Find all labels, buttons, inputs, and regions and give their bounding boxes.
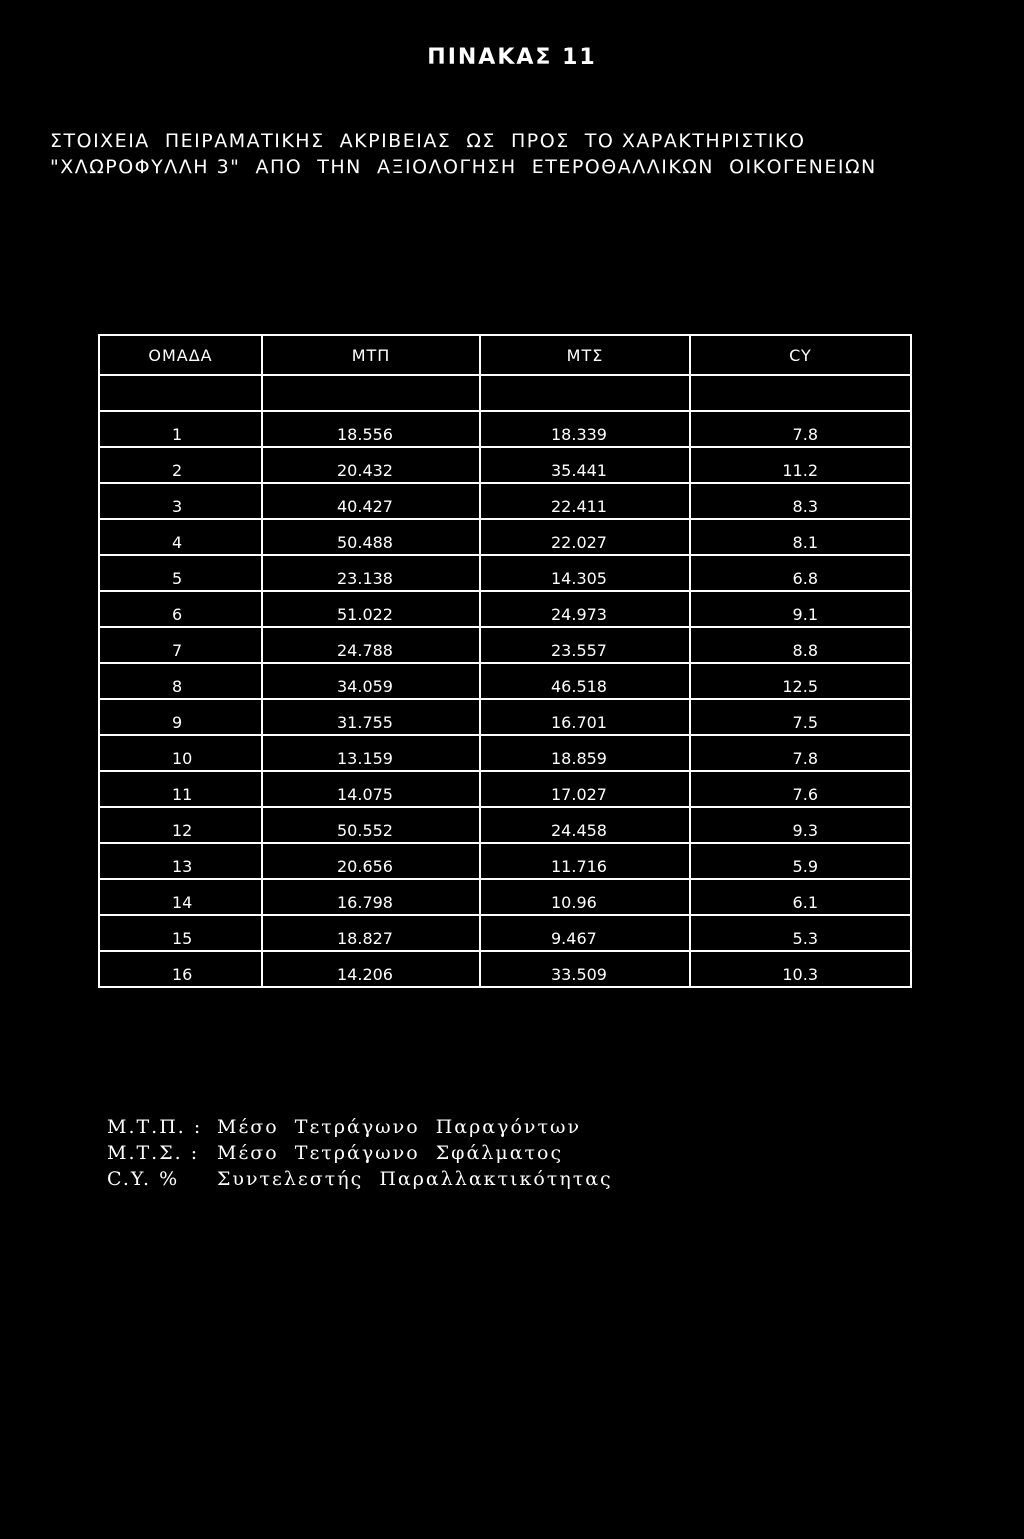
cell-value: 23.557 [551,641,607,660]
abbreviation-legend [107,1114,613,1192]
cell-cv [690,915,911,951]
table-row [99,591,911,627]
cell-mtp [262,591,480,627]
cell-group [99,627,262,663]
legend-abbreviation: Μ.Τ.Π. : [107,1116,203,1138]
cell-cv [690,807,911,843]
cell-group [99,807,262,843]
table-row [99,879,911,915]
cell-mtp [262,555,480,591]
cell-mts [480,411,690,447]
cell-group [99,951,262,987]
cell-value: 15 [172,929,193,948]
header-group: ΟΜΑΔΑ [99,335,262,375]
cell-mtp [262,915,480,951]
table-row [99,915,911,951]
cell-value: 14.305 [551,569,607,588]
cell-cv [690,843,911,879]
cell-mtp [262,519,480,555]
cell-mtp [262,663,480,699]
cell-mtp [262,879,480,915]
cell-mts [480,447,690,483]
cell-value: 6 [172,605,183,624]
cell-value: 11 [172,785,193,804]
table-row [99,663,911,699]
cell-value: 46.518 [551,677,607,696]
cell-mts [480,951,690,987]
table-row [99,735,911,771]
cell-value: 33.509 [551,965,607,984]
cell-mtp [262,735,480,771]
cell-value: 18.556 [337,425,393,444]
cell-value: 22.027 [551,533,607,552]
table-body [99,375,911,987]
spacer-cell [99,375,262,411]
legend-row [107,1140,613,1166]
cell-mts [480,915,690,951]
cell-value: 8.8 [792,641,818,660]
cell-mts [480,627,690,663]
cell-value: 7.6 [792,785,818,804]
table-row [99,627,911,663]
cell-cv [690,483,911,519]
cell-value: 20.432 [337,461,393,480]
cell-mtp [262,483,480,519]
cell-value: 7.5 [792,713,818,732]
legend-row [107,1114,613,1140]
legend-definition: Μέσο Τετράγωνο Σφάλματος [217,1142,564,1164]
cell-value: 31.755 [337,713,393,732]
cell-value: 9.3 [792,821,818,840]
cell-value: 10 [172,749,193,768]
cell-value: 5.9 [792,857,818,876]
cell-value: 9 [172,713,183,732]
table-row [99,555,911,591]
table-caption [50,128,990,180]
cell-cv [690,699,911,735]
cell-mtp [262,951,480,987]
cell-cv [690,519,911,555]
cell-cv [690,555,911,591]
cell-cv [690,951,911,987]
cell-value: 16 [172,965,193,984]
cell-group [99,591,262,627]
cell-mtp [262,699,480,735]
cell-value: 6.1 [792,893,818,912]
page-title: ΠΙΝΑΚΑΣ 11 [427,45,597,70]
cell-cv [690,735,911,771]
cell-group [99,519,262,555]
cell-cv [690,411,911,447]
data-table-container [98,334,910,988]
cell-cv [690,591,911,627]
table-row [99,951,911,987]
cell-value: 23.138 [337,569,393,588]
legend-abbreviation: C.Y. % [107,1168,180,1190]
cell-value: 8 [172,677,183,696]
spacer-cell [262,375,480,411]
cell-value: 12 [172,821,193,840]
table-row [99,807,911,843]
cell-value: 18.827 [337,929,393,948]
table-header-row [99,335,911,375]
cell-value: 6.8 [792,569,818,588]
cell-value: 7.8 [792,425,818,444]
spacer-cell [480,375,690,411]
table-row [99,519,911,555]
cell-group [99,447,262,483]
cell-mts [480,879,690,915]
cell-value: 8.3 [792,497,818,516]
cell-group [99,879,262,915]
cell-value: 14.075 [337,785,393,804]
cell-cv [690,879,911,915]
table-spacer-row [99,375,911,411]
cell-value: 24.973 [551,605,607,624]
header-mts: ΜΤΣ [480,335,690,375]
cell-value: 1 [172,425,183,444]
cell-value: 50.488 [337,533,393,552]
cell-group [99,555,262,591]
cell-group [99,483,262,519]
cell-value: 17.027 [551,785,607,804]
cell-value: 4 [172,533,183,552]
cell-value: 12.5 [782,677,818,696]
cell-group [99,699,262,735]
cell-value: 14.206 [337,965,393,984]
cell-group [99,843,262,879]
cell-value: 9.1 [792,605,818,624]
cell-cv [690,447,911,483]
cell-value: 13 [172,857,193,876]
caption-line-1: ΣΤΟΙΧΕΙΑ ΠΕΙΡΑΜΑΤΙΚΗΣ ΑΚΡΙΒΕΙΑΣ ΩΣ ΠΡΟΣ ΤΟ ΧΑΡΑΚΤΗΡΙΣΤΙΚΟ [50,130,806,152]
cell-mtp [262,447,480,483]
cell-value: 11.2 [782,461,818,480]
cell-mts [480,663,690,699]
cell-mtp [262,627,480,663]
cell-value: 7.8 [792,749,818,768]
legend-abbreviation: Μ.Τ.Σ. : [107,1142,200,1164]
cell-value: 34.059 [337,677,393,696]
cell-mts [480,519,690,555]
cell-cv [690,663,911,699]
cell-group [99,915,262,951]
table-row [99,447,911,483]
cell-mts [480,807,690,843]
cell-value: 10.96 [551,893,597,912]
cell-value: 20.656 [337,857,393,876]
cell-value: 5.3 [792,929,818,948]
header-cv: CY [690,335,911,375]
cell-value: 3 [172,497,183,516]
cell-value: 40.427 [337,497,393,516]
cell-cv [690,627,911,663]
cell-value: 2 [172,461,183,480]
cell-mts [480,843,690,879]
cell-value: 16.701 [551,713,607,732]
cell-mts [480,699,690,735]
cell-group [99,663,262,699]
cell-mtp [262,411,480,447]
cell-value: 51.022 [337,605,393,624]
cell-value: 10.3 [782,965,818,984]
cell-group [99,735,262,771]
table-row [99,411,911,447]
cell-cv [690,771,911,807]
cell-mts [480,555,690,591]
legend-row [107,1166,613,1192]
table-row [99,483,911,519]
cell-value: 50.552 [337,821,393,840]
cell-value: 7 [172,641,183,660]
header-mtp: ΜΤΠ [262,335,480,375]
cell-value: 11.716 [551,857,607,876]
cell-mts [480,483,690,519]
cell-value: 18.859 [551,749,607,768]
cell-group [99,411,262,447]
cell-value: 35.441 [551,461,607,480]
cell-value: 24.788 [337,641,393,660]
table-row [99,699,911,735]
cell-value: 8.1 [792,533,818,552]
cell-mtp [262,843,480,879]
cell-mts [480,591,690,627]
cell-value: 18.339 [551,425,607,444]
spacer-cell [690,375,911,411]
cell-value: 22.411 [551,497,607,516]
cell-value: 14 [172,893,193,912]
cell-value: 13.159 [337,749,393,768]
legend-definition: Μέσο Τετράγωνο Παραγόντων [217,1116,582,1138]
cell-value: 16.798 [337,893,393,912]
legend-definition: Συντελεστής Παραλλακτικότητας [217,1168,613,1190]
table-row [99,771,911,807]
cell-value: 5 [172,569,183,588]
table-row [99,843,911,879]
cell-value: 24.458 [551,821,607,840]
cell-mts [480,735,690,771]
cell-group [99,771,262,807]
cell-mts [480,771,690,807]
cell-value: 9.467 [551,929,597,948]
cell-mtp [262,771,480,807]
data-table [98,334,912,988]
caption-line-2: "ΧΛΩΡΟΦΥΛΛΗ 3" ΑΠΟ ΤΗΝ ΑΞΙΟΛΟΓΗΣΗ ΕΤΕΡΟΘΑΛΛΙΚΩΝ ΟΙΚΟΓΕΝΕΙΩΝ [50,156,877,178]
cell-mtp [262,807,480,843]
